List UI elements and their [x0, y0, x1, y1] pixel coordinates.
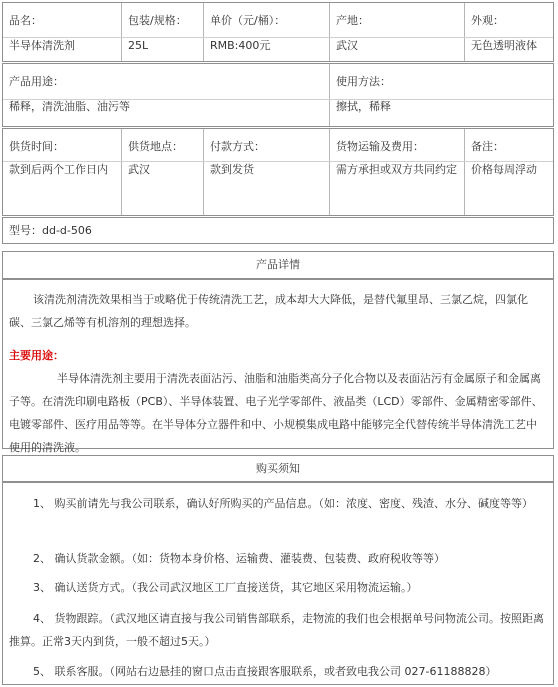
spec-label: 产地：: [336, 14, 369, 27]
spec-row-usage: [2, 63, 554, 127]
notice-body: [2, 482, 554, 685]
spec-value: 武汉: [336, 39, 358, 52]
notice-item: 5、 联系客服。（网站右边悬挂的窗口点击直接跟客服联系，或者致电我公司 027-61188828）: [33, 665, 497, 678]
notice-title: 购买须知: [256, 462, 300, 475]
spec-cell-payment: [204, 129, 330, 215]
spec-cell-package: [122, 3, 204, 61]
spec-label: 产品用途：: [9, 75, 64, 88]
spec-label: 包装/规格：: [128, 14, 187, 27]
spec-cell-appearance: [465, 3, 553, 61]
spec-cell-purpose: [3, 64, 330, 126]
spec-value: 需方承担或双方共同约定: [336, 163, 457, 176]
spec-label: 供货地点：: [128, 140, 183, 153]
spec-cell-shipping: [330, 129, 465, 215]
spec-label: 供货时间：: [9, 140, 64, 153]
spec-cell-name: [3, 3, 122, 61]
spec-value: 价格每周浮动: [471, 163, 537, 176]
spec-value: 25L: [128, 39, 149, 52]
spec-row-model: [2, 217, 554, 244]
spec-label: 货物运输及费用：: [336, 140, 424, 153]
notice-item: 2、 确认货款金额。（如：货物本身价格、运输费、灌装费、包装费、政府税收等等）: [33, 552, 445, 565]
details-uses-heading: 主要用途：: [9, 349, 64, 362]
details-intro: 该清洗剂清洗效果相当于或略优于传统清洗工艺，成本却大大降低，是替代氟里昂、三氯乙烷，四氯化碳、三氯乙烯等有机溶剂的理想选择。: [9, 293, 528, 329]
spec-value: 稀释，清洗油脂、油污等: [9, 100, 130, 113]
notice-title-bar: [2, 455, 554, 482]
spec-cell-remark: [465, 129, 553, 215]
notice-item: 4、 货物跟踪。（武汉地区请直接与我公司销售部联系，走物流的我们也会根据单号问物流公司。按照距离推算。正常3天内到货，一般不超过5天。）: [9, 612, 544, 648]
spec-label: 单价（元/桶）：: [210, 14, 286, 27]
spec-cell-supply-time: [3, 129, 122, 215]
spec-row-supply: [2, 128, 554, 216]
spec-cell-method: [330, 64, 553, 126]
spec-cell-price: [204, 3, 330, 61]
spec-label: 外观：: [471, 14, 504, 27]
spec-label: 备注：: [471, 140, 504, 153]
spec-label: 付款方式：: [210, 140, 265, 153]
notice-item: 1、 购买前请先与我公司联系，确认好所购买的产品信息。（如：浓度、密度、残渣、水分、碱度等等）: [33, 497, 533, 510]
spec-value: 擦拭，稀释: [336, 100, 391, 113]
spec-value: 无色透明液体: [471, 39, 537, 52]
details-title: 产品详情: [256, 258, 300, 271]
spec-value: 款到后两个工作日内: [9, 163, 108, 176]
spec-label: 使用方法：: [336, 75, 391, 88]
spec-value: 武汉: [128, 163, 150, 176]
row-divider: [3, 37, 553, 38]
spec-value: 款到发货: [210, 163, 254, 176]
row-divider: [3, 99, 553, 100]
spec-cell-supply-place: [122, 129, 204, 215]
row-divider: [3, 161, 553, 162]
details-uses-text: 半导体清洗剂主要用于清洗表面沾污、油脂和油脂类高分子化合物以及表面沾污有金属原子和金属离子等。在清洗印刷电路板（PCB）、半导体装置、电子光学零部件、液晶类（LCD）零部件、金属精密零部件、电镀零部件、医疗用品等等。在半导体分立器件和中、小规模集成电路中能够完全代替传统半导体清洗工艺中使用的清洗液。: [9, 372, 543, 454]
spec-row-basic: [2, 2, 554, 62]
spec-cell-origin: [330, 3, 465, 61]
notice-item: 3、 确认送货方式。（我公司武汉地区工厂直接送货，其它地区采用物流运输。）: [33, 581, 418, 594]
details-title-bar: [2, 251, 554, 279]
model-number: 型号：dd-d-506: [9, 224, 92, 237]
spec-value: RMB:400元: [210, 39, 271, 52]
spec-label: 品名：: [9, 14, 42, 27]
spec-value: 半导体清洗剂: [9, 39, 75, 52]
details-body: [2, 279, 554, 454]
